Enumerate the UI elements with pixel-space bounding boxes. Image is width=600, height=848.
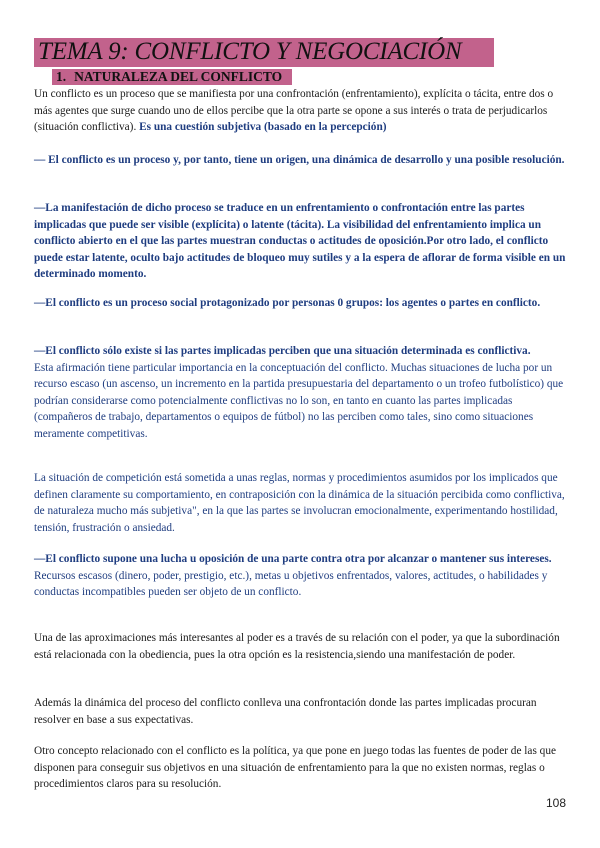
point-4-body: Esta afirmación tiene particular importancia en la conceptuación del conflicto. Muchas situaciones de lucha por un recurso escaso (un ascenso, un incremento en la partida presupuestaria del departamento o un trofeo futbolístico) que podrían considerarse como potencialmente conflictivas no lo son, en tanto en cuanto las partes implicadas (compañeros de trabajo, departamentos o equipos de fútbol) no las perciben como tales, sino como situaciones meramente competitivas. <box>34 361 564 440</box>
page-number: 108 <box>545 796 566 810</box>
section-heading <box>56 69 282 85</box>
competition-paragraph: La situación de competición está sometida a unas reglas, normas y procedimientos asumidos por los implicados que definen claramente su comportamiento, en contraposición con la dinámica de la situación percibida como conflictiva, de naturaleza mucho más subjetiva", en la que las partes se involucran emocionalmente, experimentando hostilidad, tensión, frustración o ansiedad. <box>34 472 565 534</box>
dynamics-paragraph: Además la dinámica del proceso del conflicto conlleva una confrontación donde las partes implicadas procuran resolver en base a sus expectativas. <box>34 697 537 726</box>
point-5 <box>34 551 570 601</box>
point-5-heading: —El conflicto supone una lucha u oposición de una parte contra otra por alcanzar o mantener sus intereses. <box>34 553 552 565</box>
intro-paragraph <box>34 86 570 136</box>
point-4-heading: —El conflicto sólo existe si las partes implicadas perciben que una situación determinada es conflictiva. <box>34 345 531 357</box>
politics-paragraph: Otro concepto relacionado con el conflicto es la política, ya que pone en juego todas las fuentes de poder de las que disponen para conseguir sus objetivos en una situación de enfrentamiento para la que no existen normas, reglas o procedimientos claros para su resolución. <box>34 745 556 790</box>
intro-text: Un conflicto es un proceso que se manifiesta por una confrontación (enfrentamiento), explícita o tácita, entre dos o más agentes que surge cuando uno de ellos percibe que la otra parte se opone a sus interés o trata de perjudicarlos (situación conflictiva). <box>34 88 554 133</box>
page-title: TEMA 9: CONFLICTO Y NEGOCIACIÓN <box>38 38 462 65</box>
power-paragraph: Una de las aproximaciones más interesantes al poder es a través de su relación con el poder, ya que la subordinación está relacionada con la obediencia, pues la otra opción es la resistencia,siendo una manifestación de poder. <box>34 632 560 661</box>
point-5-body: Recursos escasos (dinero, poder, prestigio, etc.), metas u objetivos enfrentados, valores, actitudes, o habilidades y conductas incompatibles pueden ser objeto de un conflicto. <box>34 569 548 598</box>
point-4 <box>34 343 570 442</box>
point-1: — El conflicto es un proceso y, por tanto, tiene un origen, una dinámica de desarrollo y una posible resolución. <box>34 154 565 166</box>
point-2: —La manifestación de dicho proceso se traduce en un enfrentamiento o confrontación entre las partes implicadas que puede ser visible (explícita) o latente (tácita). La visibilidad del enfrentamiento implica un conflicto abierto en el que las partes muestran conductas o actitudes de oposición.Por otro lado, el conflicto puede estar latente, oculto bajo actitudes de bloqueo muy sutiles y a la espera de aflorar de forma visible en un determinado momento. <box>34 202 566 280</box>
point-3: —El conflicto es un proceso social protagonizado por personas 0 grupos: los agentes o partes en conflicto. <box>34 297 541 309</box>
section-number: 1. <box>56 69 67 84</box>
section-title: NATURALEZA DEL CONFLICTO <box>74 69 283 84</box>
intro-highlight: Es una cuestión subjetiva (basado en la percepción) <box>139 121 387 133</box>
